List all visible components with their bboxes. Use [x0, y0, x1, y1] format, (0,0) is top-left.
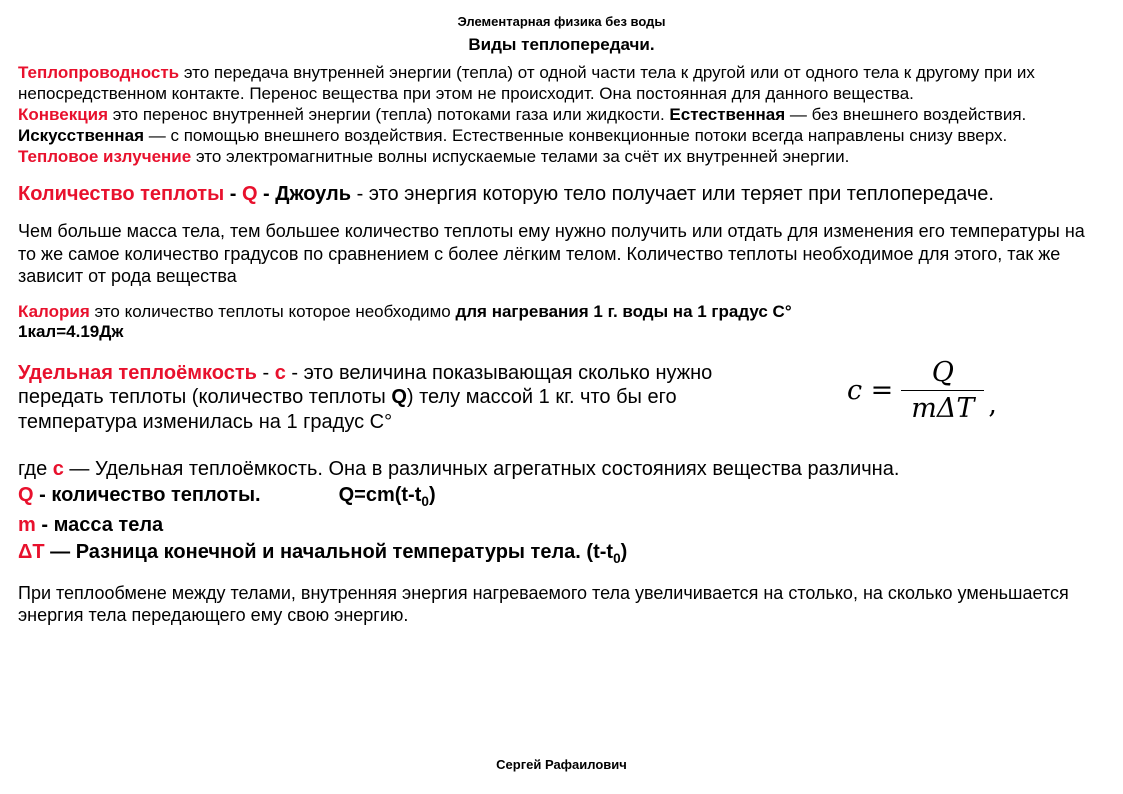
paragraph-convection	[18, 105, 1105, 146]
term-calorie: Калория	[18, 301, 90, 321]
text-calorie: это количество теплоты которое необходимо	[89, 301, 456, 321]
page-header: Элементарная физика без воды	[457, 14, 666, 29]
unit-joule: Джоуль	[275, 182, 352, 205]
text-specific-heat-1: - это величина показывающая сколько нужно передать теплоты (количество теплоты	[18, 361, 713, 409]
formula-specific-heat	[847, 357, 997, 424]
equation-q: Q=cm(t-t	[338, 484, 422, 507]
formula-denominator: mΔT	[911, 392, 975, 424]
paragraph-radiation	[18, 147, 1105, 168]
legend-dt-sub: 0	[613, 550, 621, 566]
text-radiation: это электромагнитные волны испускаемые телами за счёт их внутренней энергии.	[191, 147, 850, 167]
legend-symbol-q: Q	[18, 484, 34, 507]
dash-specific-heat: -	[256, 361, 275, 384]
term-specific-heat: Удельная теплоёмкость	[18, 361, 257, 384]
legend-m	[18, 512, 1105, 538]
paragraph-calorie	[18, 302, 1105, 343]
legend-dt	[18, 539, 1105, 568]
legend-symbol-m: m	[18, 513, 36, 536]
formula-numerator: Q	[901, 357, 984, 391]
legend-text-m: - масса тела	[35, 513, 164, 536]
text-mass-note: Чем больше масса тела, тем большее количество теплоты ему нужно получить или отдать для изменения его температуры на то же самое количество градусов по сравнением с более лёгким телом. Количество теплоты необходимое для этого, так же зависит от рода вещества	[18, 221, 1085, 287]
text-convection-natural: Естественная	[669, 105, 786, 125]
paragraph-where-c	[18, 457, 1105, 481]
dash-1: -	[224, 182, 242, 205]
paragraph-specific-heat	[18, 361, 778, 434]
symbol-q-inline: Q	[391, 386, 407, 409]
formula-fraction	[901, 357, 984, 424]
symbol-q: Q	[241, 182, 258, 205]
text-conduction: это передача внутренней энергии (тепла) от одной части тела к другой или от одного тела к другому при их непосредственном контакте. Перенос вещества при этом не происходит. Она постоянная для данного вещества.	[18, 63, 1035, 103]
text-calorie-equation: 1кал=4.19Дж	[18, 322, 124, 342]
text-convection-1: это перенос внутренней энергии (тепла) потоками газа или жидкости.	[108, 105, 670, 125]
term-radiation: Тепловое излучение	[18, 147, 192, 167]
paragraph-conduction	[18, 63, 1105, 104]
dash-2: -	[257, 182, 276, 205]
paragraph-mass-note	[18, 220, 1105, 288]
legend-symbol-dt: ΔT	[18, 540, 45, 563]
text-convection-2: — без внешнего воздействия.	[785, 105, 1027, 125]
text-quantity-of-heat: - это энергия которую тело получает или теряет при теплопередаче.	[351, 182, 994, 205]
term-quantity-of-heat: Количество теплоты	[18, 182, 225, 205]
term-convection: Конвекция	[18, 105, 109, 125]
formula-comma: ,	[988, 388, 997, 420]
page-title: Виды теплопередачи.	[468, 35, 655, 54]
legend-text-q: - количество теплоты.	[33, 484, 261, 507]
text-convection-artificial: Искусственная	[18, 125, 145, 145]
text-conclusion: При теплообмене между телами, внутренняя энергия нагреваемого тела увеличивается на столько, на сколько уменьшается энергия тела передающего ему свою энергию.	[18, 582, 1069, 626]
text-calorie-bold: для нагревания 1 г. воды на 1 градус C°	[455, 301, 792, 321]
section-specific-heat	[18, 356, 1105, 457]
symbol-c-where: c	[52, 457, 64, 480]
text-convection-3: — с помощью внешнего воздействия. Естественные конвекционные потоки всегда направлены снизу вверх.	[144, 125, 1008, 145]
legend-q	[18, 482, 1105, 511]
paragraph-quantity-of-heat	[18, 182, 1105, 206]
term-conduction: Теплопроводность	[18, 63, 180, 82]
legend-text-dt: — Разница конечной и начальной температуры тела.	[44, 540, 587, 563]
where-prefix: где	[18, 457, 53, 480]
legend-dt-bold: (t-t	[586, 540, 614, 563]
symbol-c: c	[274, 361, 286, 384]
equation-q-sub: 0	[421, 494, 429, 510]
paragraph-conclusion	[18, 582, 1105, 627]
equation-q-end: )	[428, 484, 436, 507]
page-footer: Сергей Рафаилович	[496, 757, 627, 772]
legend-dt-end: )	[620, 540, 628, 563]
where-text: — Удельная теплоёмкость. Она в различных агрегатных состояниях вещества различна.	[63, 457, 900, 480]
formula-lhs: c =	[846, 374, 894, 406]
text-specific-heat-2: ) телу массой 1 кг. что бы его температура изменилась на 1 градус C°	[18, 386, 677, 433]
